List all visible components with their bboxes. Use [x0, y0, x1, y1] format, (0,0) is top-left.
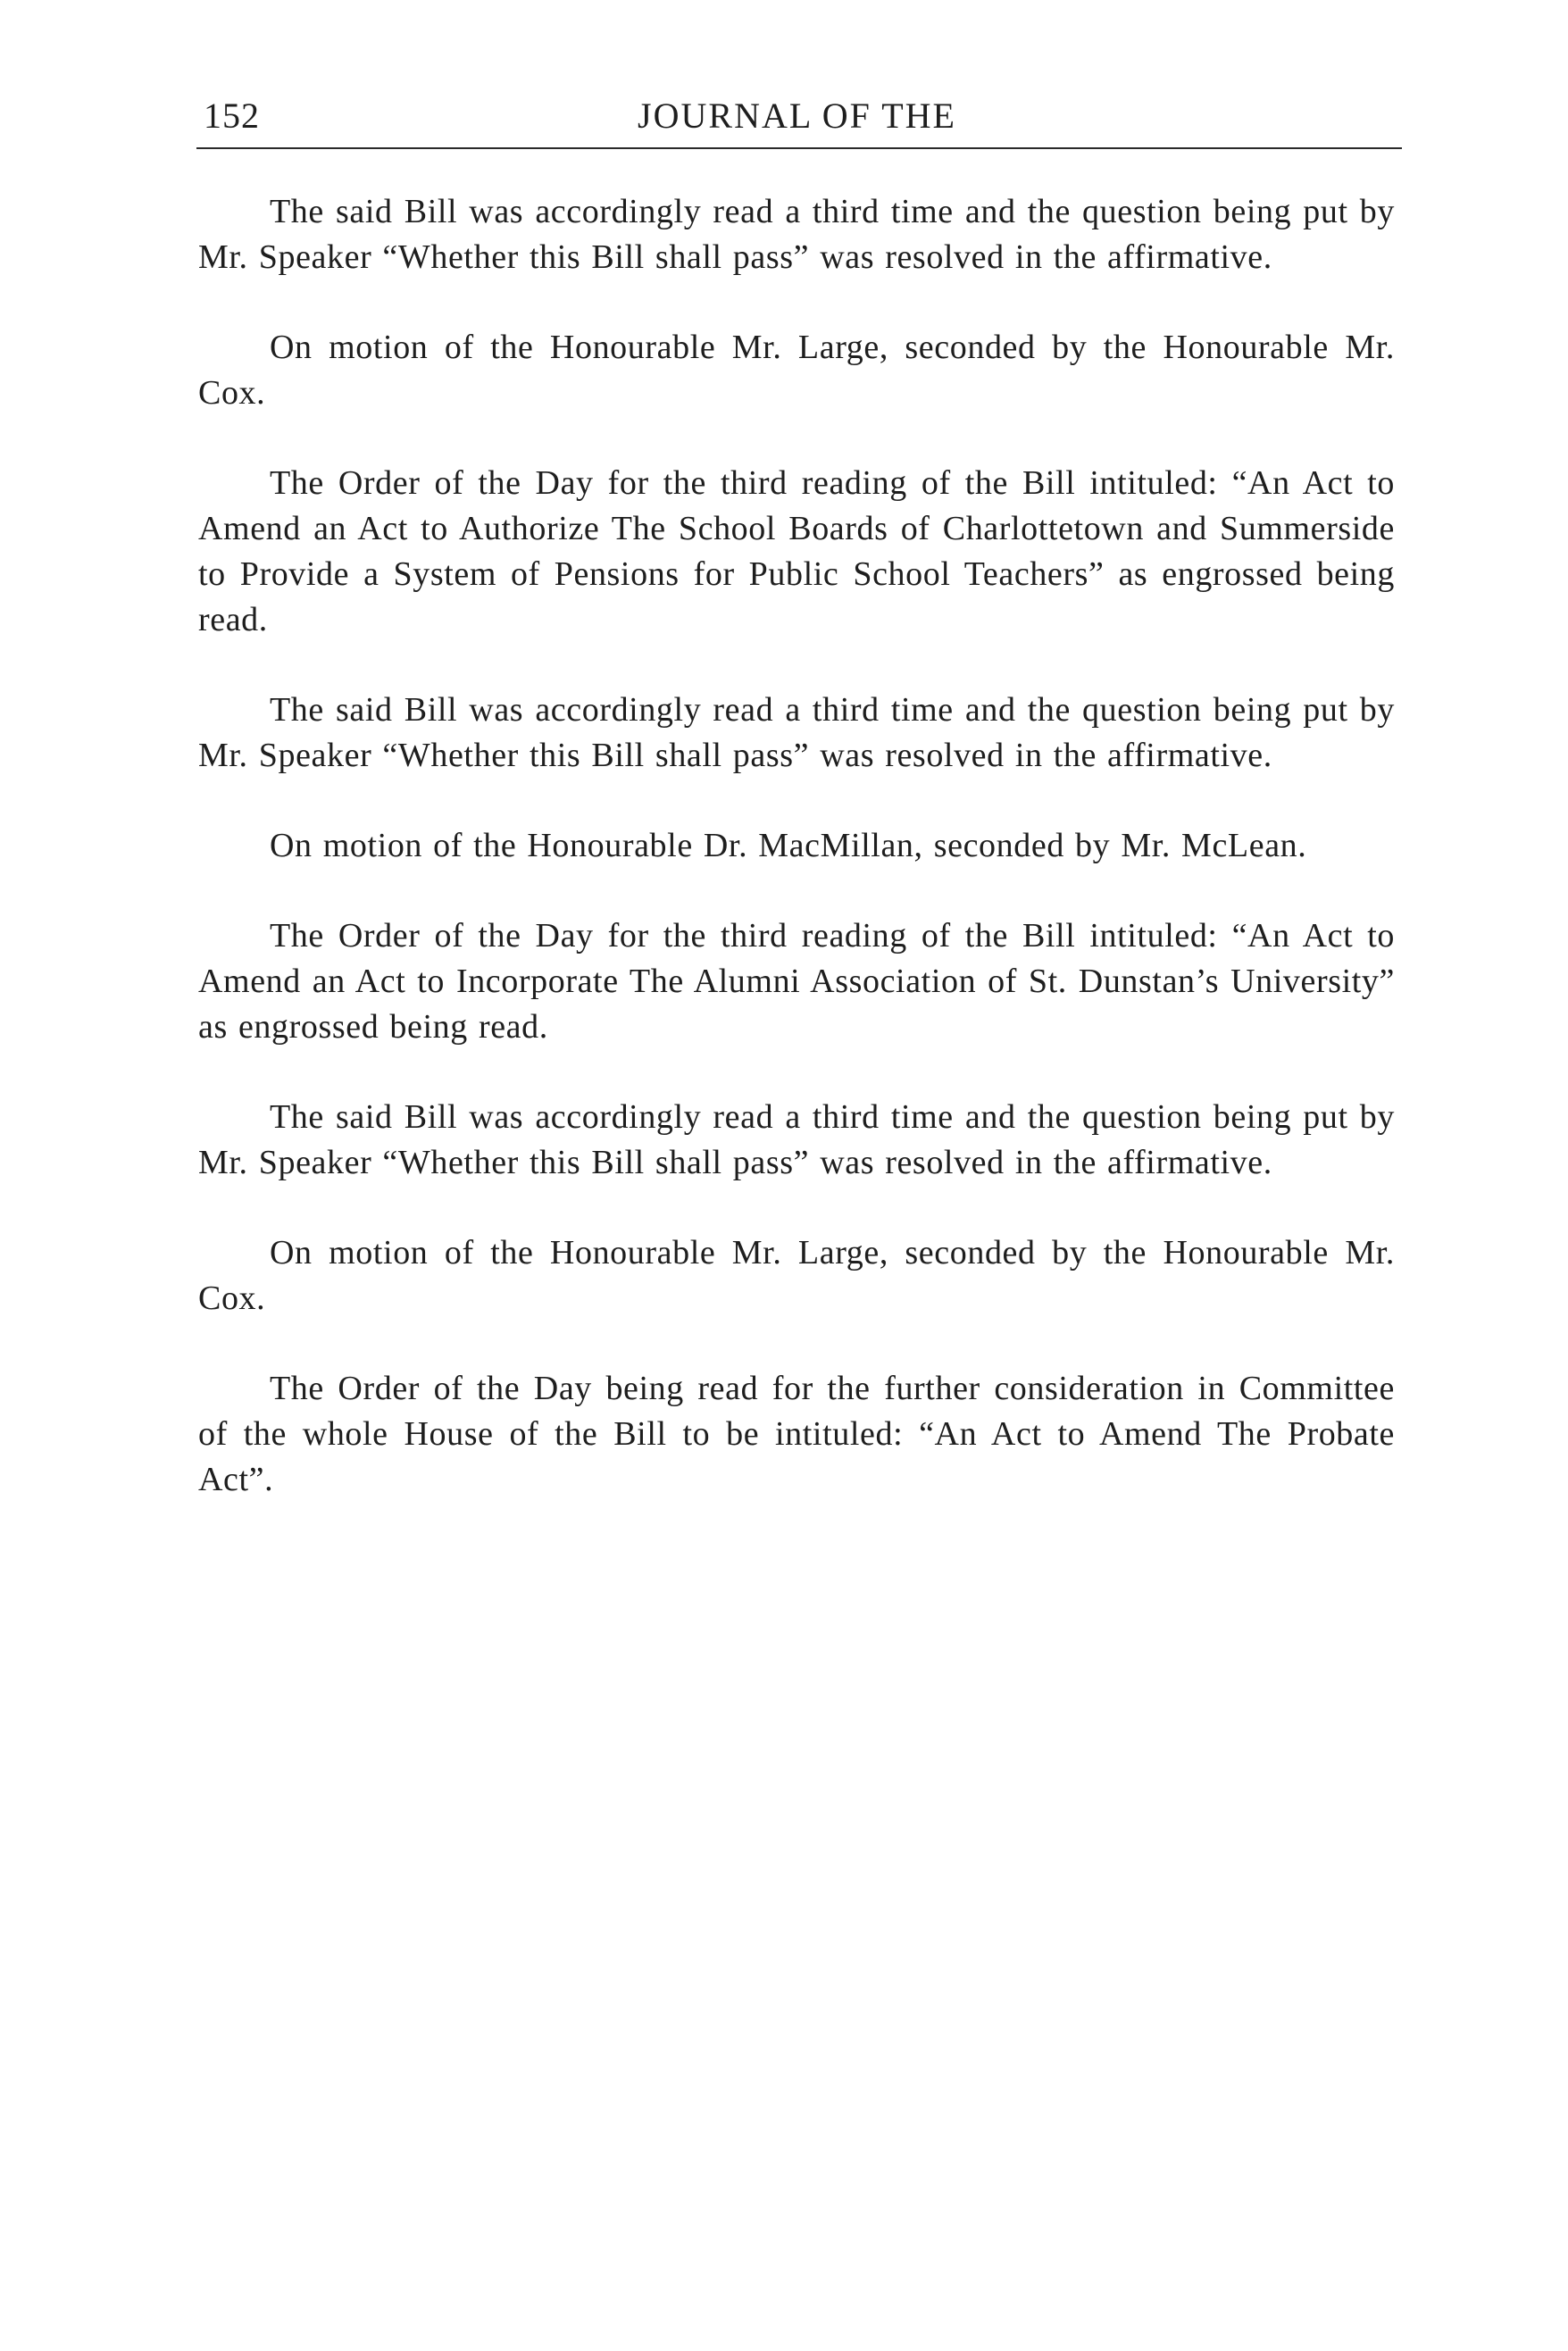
- page-header: [196, 89, 1397, 145]
- paragraph-order-of-day-alumni: The Order of the Day for the third reading of the Bill intituled: “An Act to Amend an Act to Incorporate The Alumni Association of St. Dunstan’s University” as engrossed being read.: [198, 917, 1395, 1046]
- paragraph-bill-passed-2: The said Bill was accordingly read a third time and the question being put by Mr. Speaker “Whether this Bill shall pass” was resolved in the affirmative.: [198, 691, 1395, 774]
- paragraph-bill-passed-1: The said Bill was accordingly read a third time and the question being put by Mr. Speaker “Whether this Bill shall pass” was resolved in the affirmative.: [198, 193, 1395, 276]
- page-number: 152: [204, 96, 260, 136]
- paragraph-motion-1: On motion of the Honourable Mr. Large, seconded by the Honourable Mr. Cox.: [198, 329, 1395, 412]
- journal-body: [198, 189, 1395, 1547]
- running-head: JOURNAL OF THE: [638, 96, 956, 136]
- paragraph-bill-passed-3: The said Bill was accordingly read a third time and the question being put by Mr. Speaker “Whether this Bill shall pass” was resolved in the affirmative.: [198, 1098, 1395, 1181]
- paragraph-order-of-day-probate: The Order of the Day being read for the further consideration in Committee of the whole House of the Bill to be intituled: “An Act to Amend The Probate Act”.: [198, 1370, 1395, 1498]
- paragraph-motion-3: On motion of the Honourable Mr. Large, seconded by the Honourable Mr. Cox.: [198, 1234, 1395, 1317]
- header-rule: [196, 147, 1402, 149]
- paragraph-motion-2: On motion of the Honourable Dr. MacMillan, seconded by Mr. McLean.: [270, 827, 1307, 864]
- paragraph-order-of-day-pensions: The Order of the Day for the third reading of the Bill intituled: “An Act to Amend an Act to Authorize The School Boards of Charlottetown and Summerside to Provide a System of Pensions for Public School Teachers” as engrossed being read.: [198, 464, 1395, 638]
